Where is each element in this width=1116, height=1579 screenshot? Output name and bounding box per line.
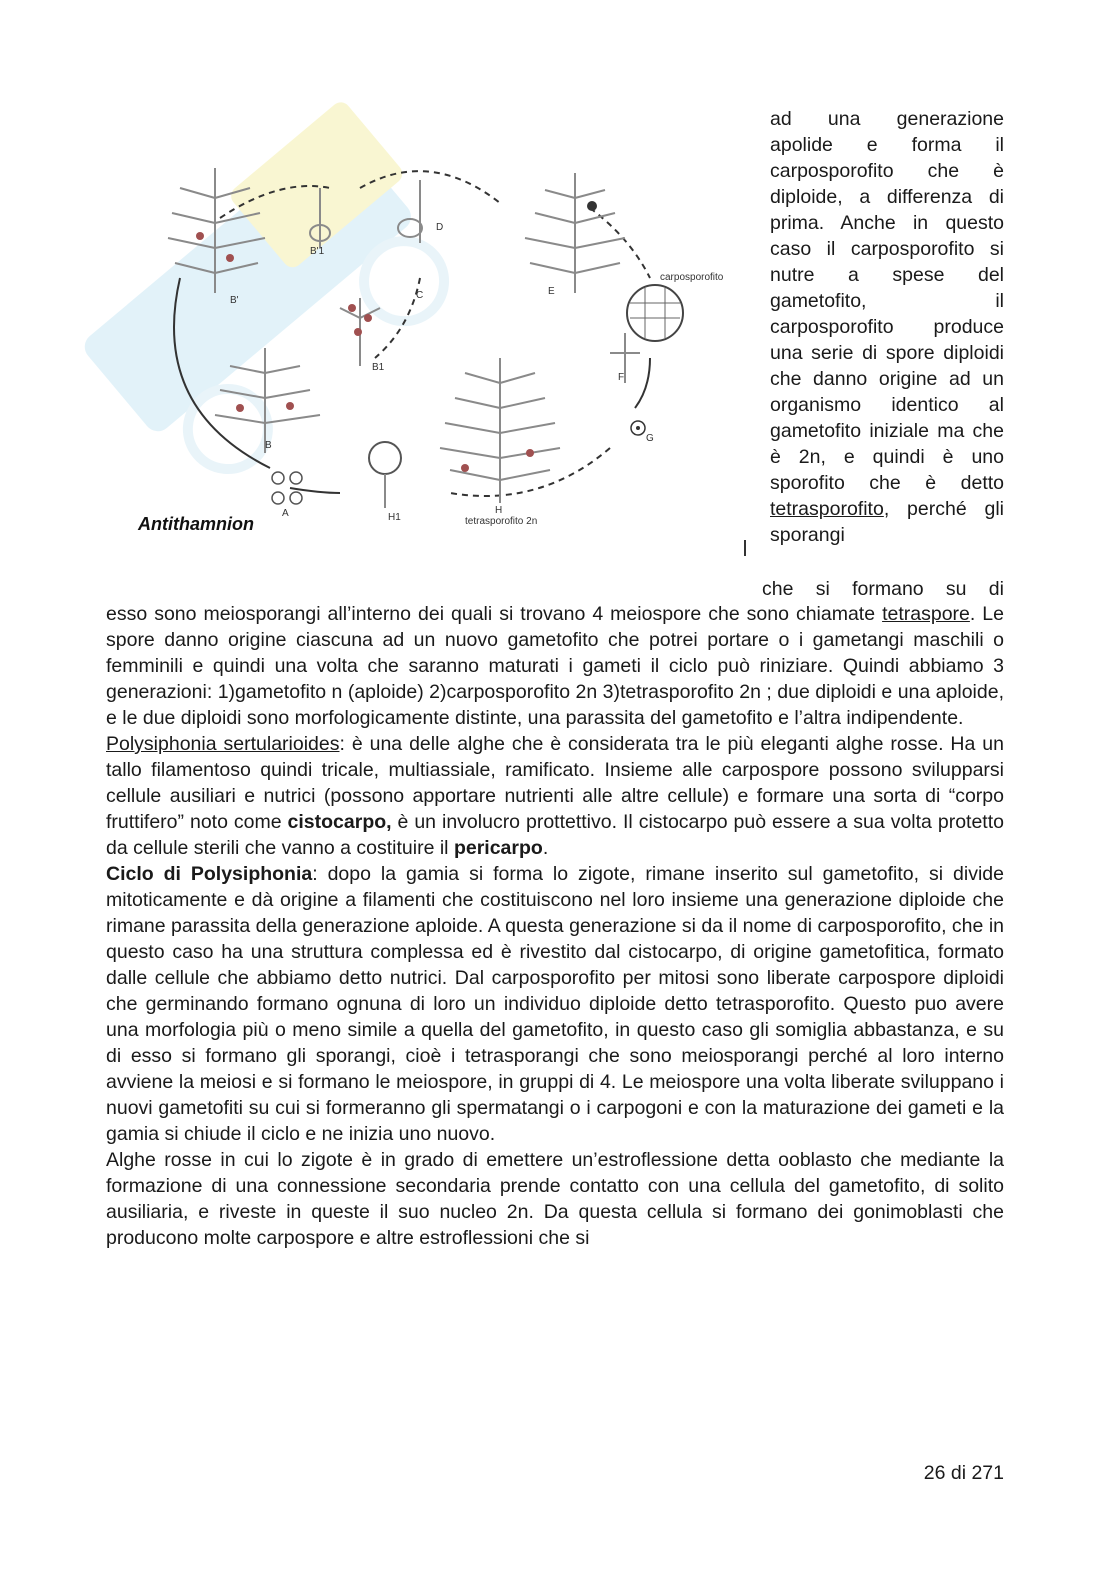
- label-f: F: [618, 372, 625, 383]
- cycle-arrow-2: [360, 171, 500, 203]
- cycle-arrow-3: [375, 278, 420, 358]
- label-c: C: [416, 290, 424, 301]
- label-carposporofito: carposporofito: [660, 272, 724, 283]
- tetrasporofito-term: tetrasporofito: [770, 498, 884, 520]
- label-e: E: [548, 286, 555, 297]
- plant-b: [215, 348, 320, 453]
- p3-text: : dopo la gamia si forma lo zigote, rimane inserito sul gametofito, si divide mitoticamente e dà origine a filamenti che costituiscono nel loro insieme una generazione diploide che rimane parassita della generazione aploide. A questa generazione si da il nome di carposporofito, che in questo caso ha una struttura complessa ed è rivestito dal cistocarpo, di origine gametofitica, formato dalle cellule che abbiamo detto nutrici. Dal carposporofito per mitosi sono liberate carpospore diploidi che germinando formano ognuna di loro un individuo diploide detto tetrasporofito. Questo puo avere una morfologia più o meno simile a quella del gametofito, in questo caso gli somiglia abbastanza, e su di esso si formano gli sporangi, cioè i tetrasporangi che sono meiosporangi perché al loro interno avviene la meiosi e si formano le meiospore, in gruppi di 4. Le meiospore una volta liberate sviluppano i nuovi gametofiti su cui si formeranno gli spermatangi o i carpogoni e con la maturazione dei gameti e la gamia si chiude il ciclo e ne inizia uno nuovo.: [106, 863, 1004, 1145]
- side-last-line: che si formano su di: [762, 578, 1004, 600]
- spores-a: [272, 472, 302, 504]
- paragraph-3: [106, 861, 1004, 1147]
- side-text-after: , perché gli sporangi: [770, 498, 1004, 546]
- carposporophyte-globe: [627, 285, 683, 341]
- pericarpo-term: pericarpo: [453, 837, 543, 859]
- label-d: D: [436, 222, 444, 233]
- side-text: ad una generazione apolide e forma il carposporofito che è diploide, a differenza di prima. Anche in questo caso il carposporofito si nutre a spese del gametofito, il carposporofito produce una serie di spore diploidi che danno origine ad un organismo identico al gametofito iniziale ma che è 2n, e quindi è uno sporofito che è detto: [770, 108, 1004, 494]
- label-h: H: [495, 505, 503, 516]
- label-b-prime: B': [230, 295, 239, 306]
- tetraspore-term: tetraspore: [882, 603, 970, 625]
- p2-text-c: .: [542, 837, 549, 859]
- side-column-text: [770, 106, 1004, 548]
- cistocarpo-term: cistocarpo,: [287, 811, 392, 833]
- polysiphonia-sertularioides-term: Polysiphonia sertularioides: [106, 733, 340, 755]
- label-b1: B1: [372, 362, 385, 373]
- cycle-arrow-5: [635, 358, 650, 408]
- page-number: 26 di 271: [923, 1462, 1004, 1484]
- cycle-arrow-8: [174, 278, 270, 468]
- plant-h: [440, 358, 560, 503]
- life-cycle-figure: [120, 108, 760, 548]
- side-paragraph: [770, 106, 1004, 548]
- paragraph-4: Alghe rosse in cui lo zigote è in grado di emettere un’estroflessione detta ooblasto che mediante la formazione di una connessione secondaria prende contatto con una cellula del gametofito, di solito ausiliaria, e riveste in queste il suo nucleo 2n. Da questa cellula si formano dei gonimoblasti che producono molte carpospore e altre estroflessioni che si: [106, 1149, 1004, 1249]
- ciclo-polysiphonia-heading: Ciclo di Polysiphonia: [106, 863, 313, 885]
- life-cycle-diagram: [120, 108, 760, 548]
- p1-text-b: . Le spore danno origine ciascuna ad un nuovo gametofito che potrei portare o i gametangi maschili o femminili e quindi una volta che saranno maturati i gameti il ciclo può riniziare. Quindi abbiamo 3 generazioni: 1)gametofito n (aploide) 2)carposporofito 2n 3)tetrasporofito 2n ; due diploidi e una aploide, e le due diploidi sono morfologicamente distinte, una parassita del gametofito e l’altra indipendente.: [106, 603, 1004, 729]
- label-h1: H1: [388, 512, 401, 523]
- plant-e: [525, 173, 625, 293]
- paragraph-2: [106, 731, 1004, 861]
- cycle-arrow-1: [220, 186, 330, 218]
- label-b: B: [265, 440, 272, 451]
- figure-title: Antithamnion: [138, 514, 254, 534]
- label-tetrasporofito: tetrasporofito 2n: [465, 516, 538, 527]
- text-cursor-mark: [744, 540, 746, 556]
- paragraph-1: [106, 601, 1004, 731]
- plant-h1: [369, 442, 401, 474]
- p1-text-a: esso sono meiosporangi all’interno dei quali si trovano 4 meiospore che sono chiamate: [106, 603, 883, 625]
- p2-text-b: è un involucro prottettivo. Il cistocarpo può essere a sua volta protetto da cellule sterili che vanno a costituire il: [106, 811, 1004, 859]
- body-text: [106, 601, 1004, 1251]
- label-b1-prime: B'1: [310, 246, 325, 257]
- label-g: G: [646, 433, 654, 444]
- label-a: A: [282, 508, 289, 519]
- p2-text-a: : è una delle alghe che è considerata tra le più eleganti alghe rosse. Ha un tallo filamentoso quindi tricale, multiassiale, ramificato. Insieme alle carpospore possono svilupparsi cellule ausiliari e nutrici (possono apportare nutrienti alle altre cellule) e formare una sorta di “corpo fruttifero” noto come: [106, 733, 1004, 833]
- plant-b-prime: [168, 168, 265, 293]
